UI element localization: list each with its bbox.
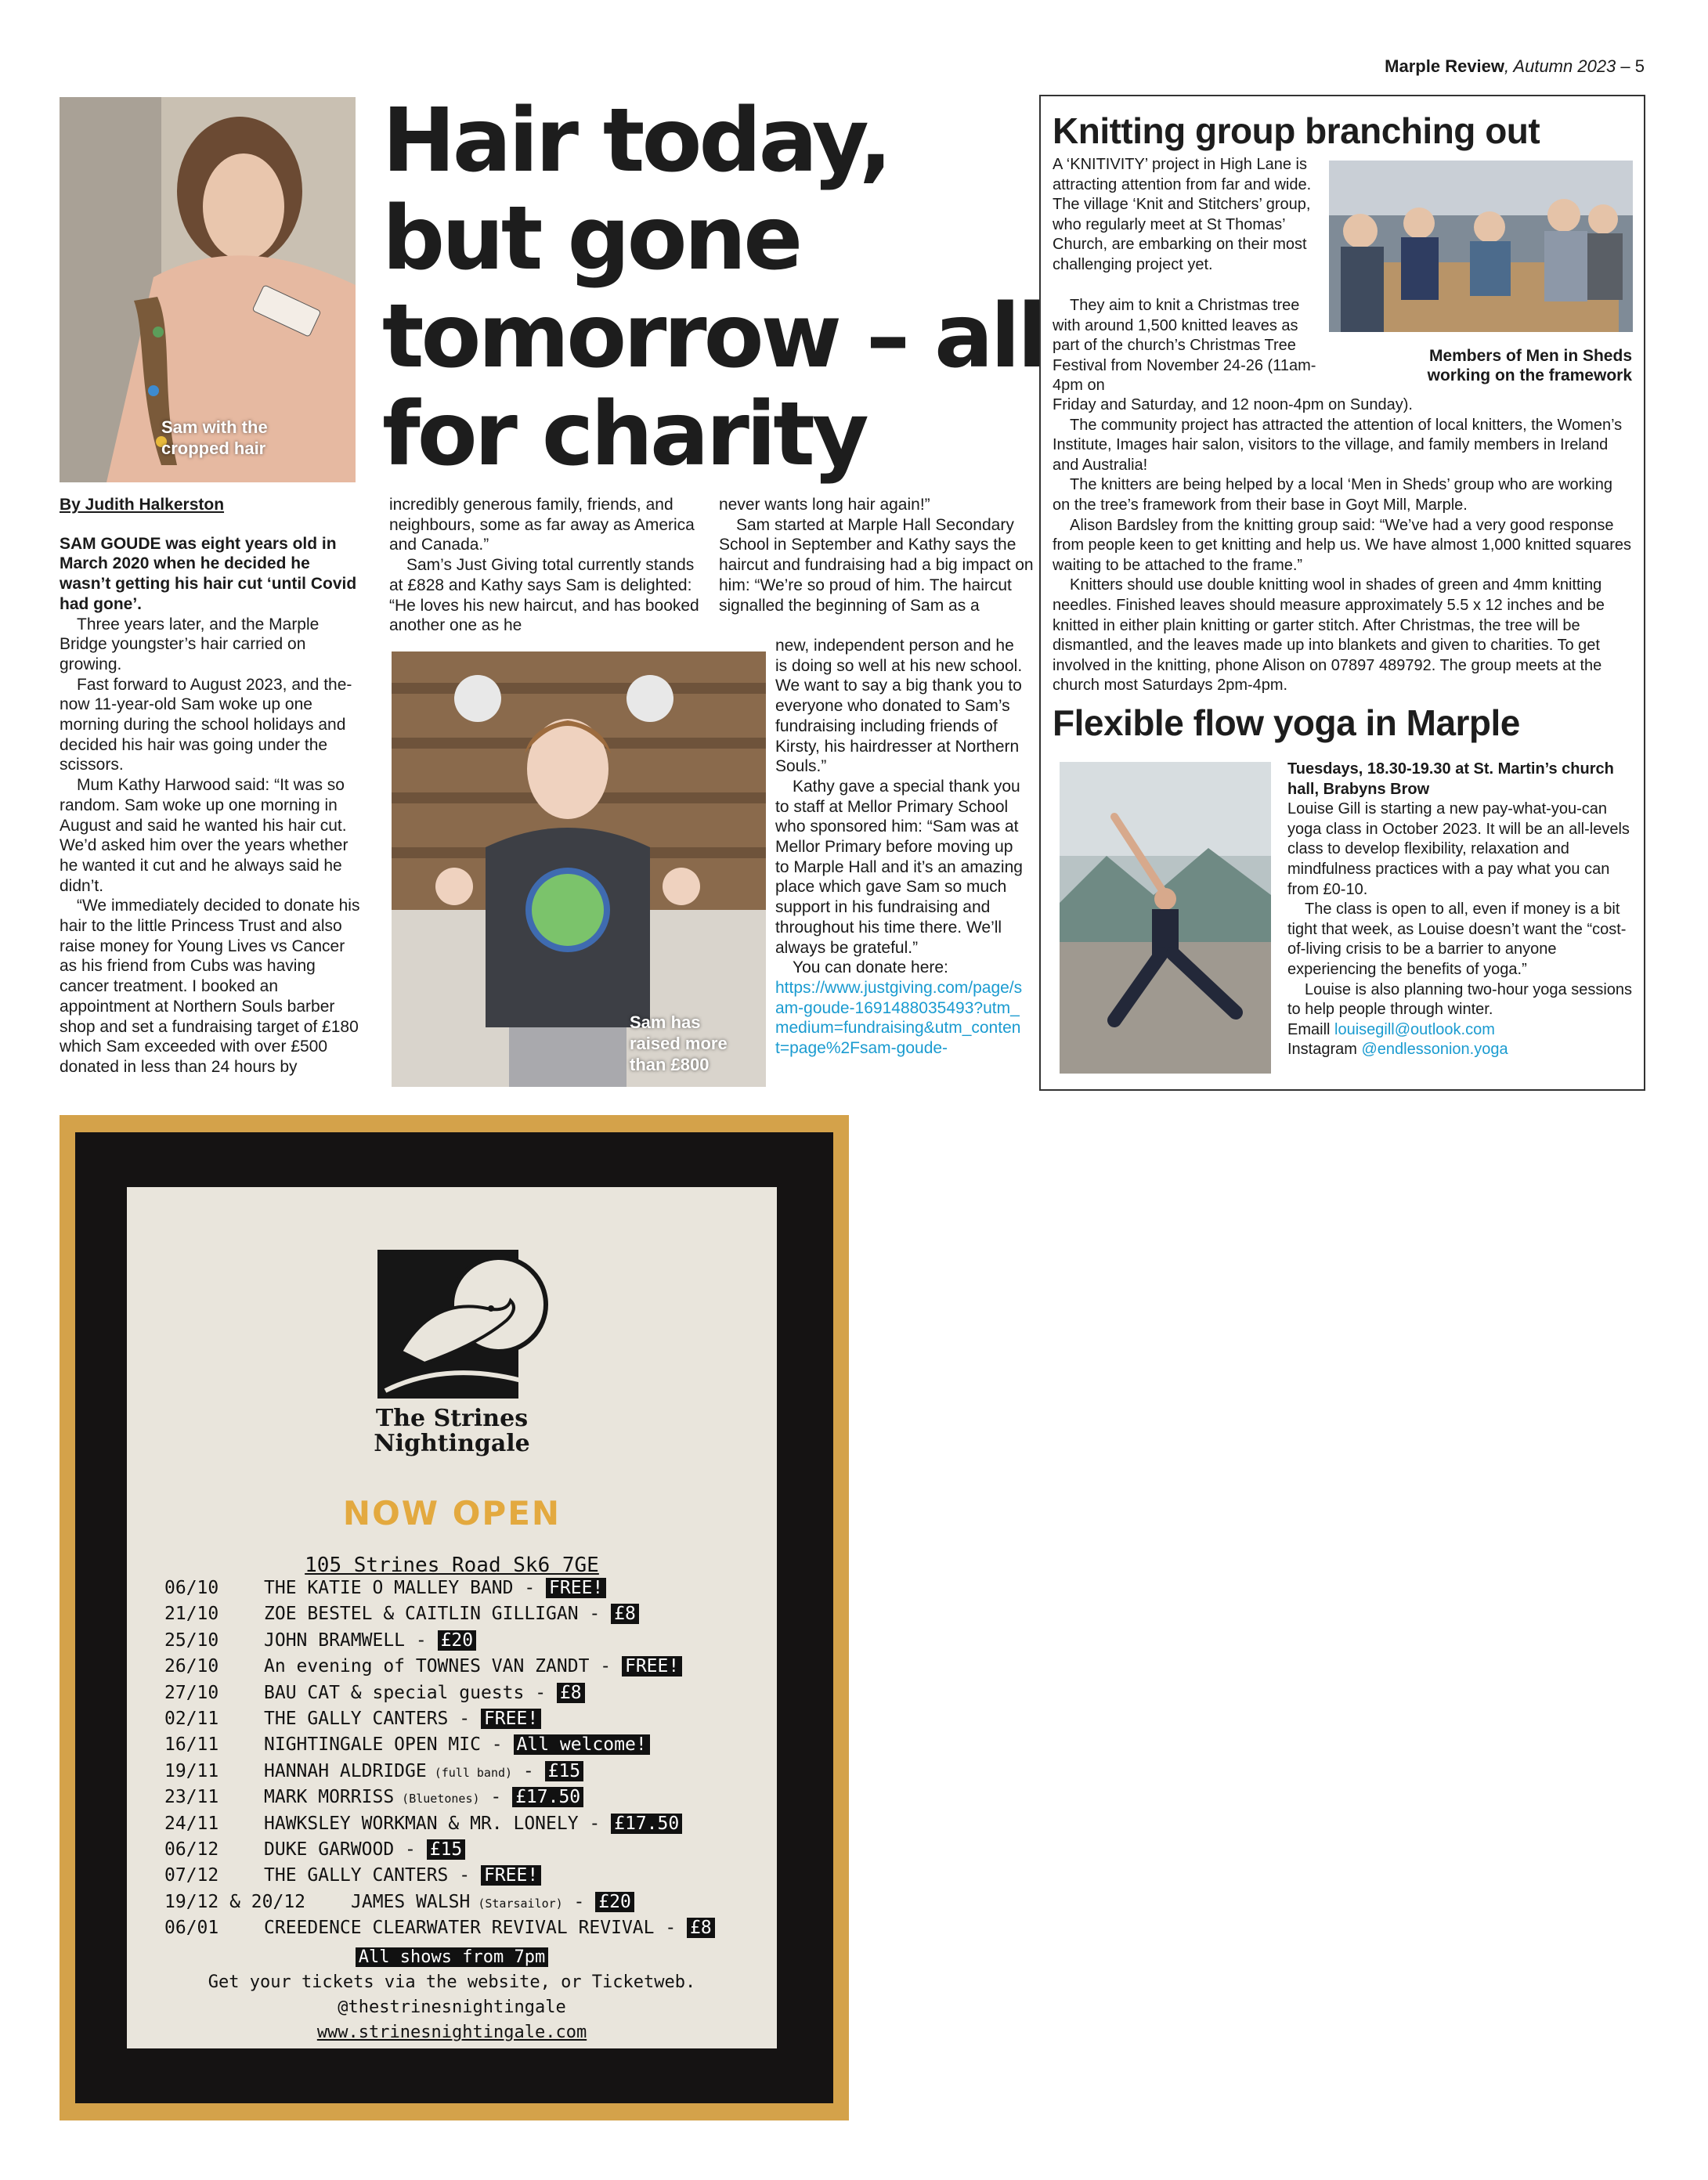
knitting-paragraph: Alison Bardsley from the knitting group said: “We’ve had a very good response from people keen to get knitting and help us. We have almost 1,000 knitted squares waiting to be attached to the frame.” <box>1053 516 1631 574</box>
yoga-instagram-line <box>1287 1040 1637 1060</box>
gig-act: THE KATIE O MALLEY BAND <box>264 1578 514 1598</box>
venue-line-2: Nightingale <box>374 1430 530 1457</box>
gig-price: £8 <box>687 1918 715 1938</box>
gig-row <box>164 1761 583 1781</box>
gig-price: £17.50 <box>512 1787 583 1807</box>
instagram-label: Instagram <box>1287 1041 1362 1059</box>
gig-price: FREE! <box>622 1656 682 1677</box>
article-column-1 <box>60 495 360 1077</box>
gig-price: All welcome! <box>514 1734 650 1755</box>
gig-date: 24/11 <box>164 1813 219 1834</box>
yoga-email-line <box>1287 1020 1637 1041</box>
gig-separator: - <box>524 1682 557 1703</box>
gig-row <box>164 1918 715 1938</box>
men-in-sheds-photo <box>1329 161 1633 332</box>
photo-illustration <box>1060 762 1271 1074</box>
email-label: Emaill <box>1287 1020 1335 1038</box>
venue-address: 105 Strines Road Sk6 7GE <box>305 1554 599 1577</box>
article-paragraph: Sam started at Marple Hall Secondary School in September and Kathy says the haircut and fundraising had a big impact on him: “We’re so proud of him. The haircut signalled the beginning of Sam as a <box>719 515 1034 615</box>
gig-date: 06/10 <box>164 1578 219 1598</box>
venue-line-1: The Strines <box>375 1405 529 1432</box>
website-link[interactable]: www.strinesnightingale.com <box>316 2023 587 2042</box>
gig-row <box>164 1734 650 1755</box>
gig-price: £15 <box>545 1761 584 1781</box>
gig-price: £20 <box>438 1630 477 1651</box>
gig-price: £20 <box>595 1892 634 1912</box>
gig-row <box>164 1630 476 1651</box>
gig-row <box>164 1604 639 1624</box>
knitting-text-full <box>1053 395 1632 696</box>
gig-separator: - <box>562 1891 596 1912</box>
knitting-headline: Knitting group branching out <box>1053 110 1540 151</box>
publication-name: Marple Review <box>1385 56 1505 76</box>
gig-date: 06/12 <box>164 1839 219 1860</box>
social-handle: @thestrinesnightingale <box>338 1998 566 2017</box>
gig-separator: - <box>654 1918 688 1939</box>
gig-date: 19/11 <box>164 1760 219 1781</box>
gig-act: DUKE GARWOOD <box>264 1839 395 1860</box>
photo-illustration <box>1329 161 1633 332</box>
gig-act: An evening of TOWNES VAN ZANDT <box>264 1656 590 1677</box>
knitting-paragraph: They aim to knit a Christmas tree with around 1,500 knitted leaves as part of the church’s Christmas Tree Festival from November 24-26 (11am-4pm on <box>1053 297 1316 395</box>
article-paragraph: You can donate here: <box>793 958 948 977</box>
gig-price: £17.50 <box>611 1814 682 1834</box>
article-column-2 <box>389 495 699 636</box>
article-paragraph: Fast forward to August 2023, and the-now 11-year-old Sam woke up one morning during the school holidays and decided his hair was going under the scissors. <box>60 675 352 774</box>
gig-date: 07/12 <box>164 1865 219 1886</box>
gig-separator: - <box>513 1578 547 1598</box>
knitting-paragraph: The knitters are being helped by a local ‘Men in Sheds’ group who are working on the tree’s framework from their base in Goyt Mill, Marple. <box>1053 476 1612 514</box>
gig-separator: - <box>512 1760 545 1781</box>
instagram-link[interactable]: @endlessonion.yoga <box>1361 1041 1508 1059</box>
article-paragraph: never wants long hair again!” <box>719 496 930 514</box>
gig-note: (Bluetones) <box>402 1792 480 1806</box>
men-in-sheds-caption: Members of Men in Sheds working on the framework <box>1427 347 1632 384</box>
gig-row <box>164 1656 682 1677</box>
gig-row <box>164 1839 465 1860</box>
gig-row <box>164 1709 541 1729</box>
gig-date: 26/10 <box>164 1656 219 1677</box>
now-open-banner: NOW OPEN <box>342 1494 562 1532</box>
yoga-photo <box>1060 762 1271 1074</box>
gig-date: 23/11 <box>164 1787 219 1808</box>
gig-act: CREEDENCE CLEARWATER REVIVAL REVIVAL <box>264 1918 655 1939</box>
gig-note: (Starsailor) <box>478 1896 563 1911</box>
knitting-paragraph: Knitters should use double knitting wool in shades of green and 4mm knitting needles. Finished leaves should measure approximately 5.5 x 12 inches and be knitted in either plain knitting or garter stitch. After Christmas, the tree will be dismantled, and the leaves made up into blankets and given to charities. To get involved in the knitting, phone Alison on 07897 489792. The group meets at the church most Saturdays 2pm-4pm. <box>1053 576 1605 695</box>
article-headline: Hair today, but gone tomorrow – all for charity <box>382 90 1045 485</box>
gig-separator: - <box>589 1656 622 1677</box>
gig-separator: - <box>405 1630 438 1651</box>
yoga-text <box>1287 760 1637 1060</box>
article-paragraph: Kathy gave a special thank you to staff at Mellor Primary School who sponsored him: “Sam was at Mellor Primary before moving up to Marple Hall and it’s an amazing place which gave Sam so much support in his fundraising and throughout his time there. We’ll always be grateful.” <box>775 777 1023 957</box>
gig-row <box>164 1865 541 1886</box>
article-column-3-narrow <box>775 636 1023 1059</box>
gig-date: 06/01 <box>164 1918 219 1939</box>
knitting-paragraph: A ‘KNITIVITY’ project in High Lane is attracting attention from far and wide. The village ‘Knit and Stitchers’ group, who regularly meet at St Thomas’ Church, are embarking on their most challenging project yet. <box>1053 156 1312 273</box>
gig-price: £15 <box>427 1839 466 1860</box>
article-paragraph: “We immediately decided to donate his hair to the little Princess Trust and also raise money for Young Lives vs Cancer as his friend from Cubs was having cancer treatment. I booked an appointment at Northern Souls barber shop and set a fundraising target of £180 which Sam exceeded with over £500 donated in less than 24 hours by <box>60 897 360 1076</box>
lead-paragraph: SAM GOUDE was eight years old in March 2020 when he decided he wasn’t getting his hair cut ‘until Covid had gone’. <box>60 534 357 613</box>
gig-price: FREE! <box>481 1709 541 1729</box>
gig-separator: - <box>479 1787 513 1808</box>
venue-name <box>127 1406 777 1456</box>
nightingale-bird-icon <box>362 1234 550 1406</box>
article-paragraph: Three years later, and the Marple Bridge youngster’s hair carried on growing. <box>60 615 320 673</box>
knitting-text-narrow <box>1053 155 1319 276</box>
gig-act: THE GALLY CANTERS <box>264 1865 449 1886</box>
donate-link[interactable]: https://www.justgiving.com/page/sam-goude-1691488035493?utm_medium=fundraising&utm_content=page%2Fsam-goude- <box>775 978 1023 1058</box>
gig-row <box>164 1578 606 1598</box>
gig-act: HAWKSLEY WORKMAN & MR. LONELY <box>264 1813 579 1834</box>
yoga-headline: Flexible flow yoga in Marple <box>1053 702 1520 743</box>
page-header <box>1385 56 1645 77</box>
gig-note: (full band) <box>434 1765 513 1780</box>
gig-act: NIGHTINGALE OPEN MIC <box>264 1734 481 1756</box>
gig-act: BAU CAT & special guests <box>264 1682 525 1703</box>
show-times-label: All shows from 7pm <box>356 1947 548 1967</box>
yoga-paragraph: Louise Gill is starting a new pay-what-you-can yoga class in October 2023. It will be an all-levels class to develop flexibility, relaxation and mindfulness practices with a pay what you can from £0-10. <box>1287 800 1630 898</box>
article-paragraph: Mum Kathy Harwood said: “It was so random. Sam woke up one morning in August and said he wanted his hair cut. We’d asked him over the years whether he wanted it cut and he always said he didn’t. <box>60 776 348 895</box>
gig-separator: - <box>578 1813 612 1834</box>
email-link[interactable]: louisegill@outlook.com <box>1334 1020 1495 1038</box>
article-paragraph: Sam’s Just Giving total currently stands at £828 and Kathy says Sam is delighted: “He loves his new haircut, and has booked another one as he <box>389 556 699 635</box>
sam-thumbs-up-photo <box>392 651 766 1087</box>
gig-date: 25/10 <box>164 1630 219 1651</box>
yoga-paragraph: The class is open to all, even if money is a bit tight that week, as Louise doesn’t want the “cost-of-living crisis to be a barrier to anyone experiencing the benefits of yoga.” <box>1287 901 1627 978</box>
knitting-paragraph: The community project has attracted the attention of local knitters, the Women’s Institute, Images hair salon, visitors to the village, and family members in Ireland and Australia! <box>1053 416 1623 474</box>
gig-act: ZOE BESTEL & CAITLIN GILLIGAN <box>264 1604 579 1625</box>
photo1-caption: Sam with the cropped hair <box>161 417 268 458</box>
gig-separator: - <box>448 1865 481 1886</box>
knitting-text-medium <box>1053 296 1327 396</box>
gig-price: FREE! <box>546 1578 606 1598</box>
gig-row <box>164 1892 634 1912</box>
gig-act: MARK MORRISS <box>264 1787 395 1808</box>
gig-act: JAMES WALSH <box>351 1891 471 1912</box>
gig-act: JOHN BRAMWELL <box>264 1630 406 1651</box>
gig-separator: - <box>578 1604 612 1625</box>
gig-row <box>164 1787 583 1807</box>
gig-date: 19/12 & 20/12 <box>164 1891 306 1912</box>
knitting-paragraph: Friday and Saturday, and 12 noon-4pm on Sunday). <box>1053 396 1413 413</box>
gig-separator: - <box>448 1709 481 1729</box>
gig-poster <box>60 1115 849 2120</box>
gig-date: 21/10 <box>164 1604 219 1625</box>
article-paragraph: new, independent person and he is doing so well at his new school. We want to say a big thank you to everyone who donated to Sam’s fundraising including friends of Kirsty, his hairdresser at Northern Souls.” <box>775 637 1023 776</box>
photo2-caption: Sam has raised more than £800 <box>630 1012 728 1074</box>
gig-separator: - <box>394 1839 427 1860</box>
gig-act: THE GALLY CANTERS <box>264 1709 449 1729</box>
show-times <box>127 1945 777 1970</box>
byline: By Judith Halkerston <box>60 496 225 514</box>
edition-label: , Autumn 2023 <box>1504 56 1616 76</box>
article-column-3-top <box>719 495 1035 615</box>
gig-row <box>164 1683 585 1703</box>
gig-separator: - <box>480 1734 514 1756</box>
page-number: – 5 <box>1616 56 1645 76</box>
yoga-paragraph: Louise is also planning two-hour yoga sessions to help people through winter. <box>1287 980 1633 1019</box>
gig-price: £8 <box>557 1683 585 1703</box>
gig-row <box>164 1814 682 1834</box>
gig-date: 16/11 <box>164 1734 219 1756</box>
gig-date: 27/10 <box>164 1682 219 1703</box>
gig-price: FREE! <box>481 1865 541 1886</box>
yoga-when: Tuesdays, 18.30-19.30 at St. Martin’s church hall, Brabyns Brow <box>1287 760 1614 798</box>
poster-footer <box>127 1945 777 2045</box>
gig-price: £8 <box>611 1604 639 1624</box>
sam-cropped-hair-photo <box>60 97 356 482</box>
gig-date: 02/11 <box>164 1709 219 1729</box>
gig-act: HANNAH ALDRIDGE <box>264 1760 427 1781</box>
tickets-line: Get your tickets via the website, or Ticketweb. <box>208 1972 696 1992</box>
article-paragraph: incredibly generous family, friends, and neighbours, some as far away as America and Canada.” <box>389 496 695 554</box>
